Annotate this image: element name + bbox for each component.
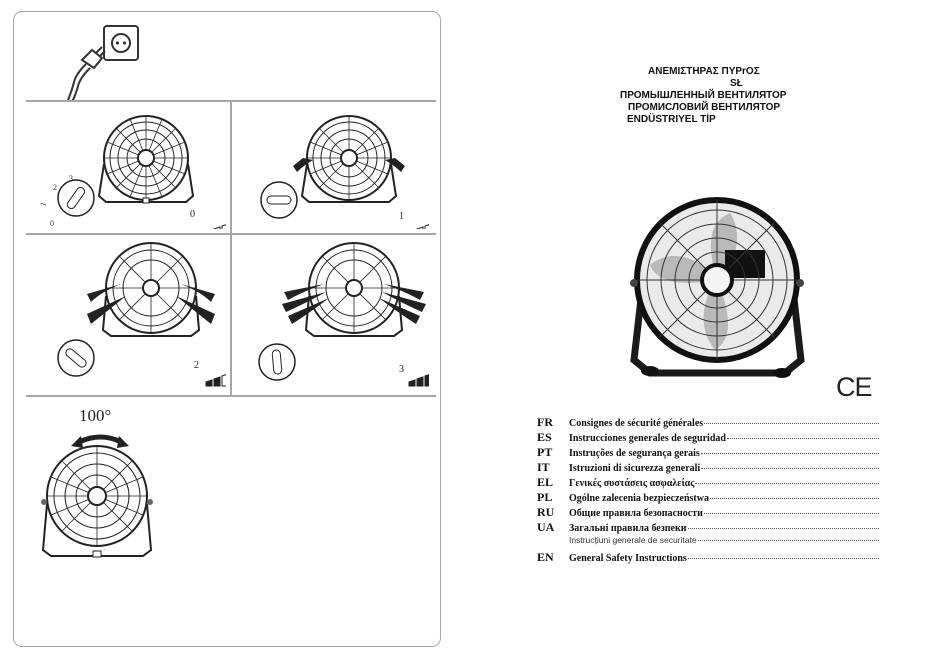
toc-leader bbox=[704, 513, 879, 514]
title-turkish: ENDÜSTRIYEL TİP bbox=[627, 114, 716, 125]
speed-label-3: 3 bbox=[399, 364, 404, 375]
toc-leader bbox=[688, 528, 880, 529]
toc-leader bbox=[704, 423, 879, 424]
toc-code: IT bbox=[537, 460, 550, 474]
toc-code: EL bbox=[537, 475, 554, 489]
speed-bars-icon bbox=[206, 374, 226, 386]
toc-text: Istruzioni di sicurezza generali bbox=[569, 463, 701, 474]
fan-icon bbox=[282, 243, 426, 336]
speed-label-0: 0 bbox=[190, 209, 195, 220]
fan-icon bbox=[87, 243, 215, 336]
toc-text: Γενικές συστάσεις ασφαλείας bbox=[569, 478, 695, 489]
toc-text: Instruções de segurança gerais bbox=[569, 448, 700, 459]
toc-row-pt[interactable] bbox=[537, 445, 879, 460]
toc-code: PT bbox=[537, 445, 553, 459]
fan-icon bbox=[41, 446, 153, 557]
toc-leader bbox=[695, 483, 879, 484]
knob-label-0: 0 bbox=[50, 219, 54, 228]
plug-socket-icon bbox=[62, 22, 142, 102]
toc-row-en[interactable] bbox=[537, 550, 879, 565]
toc-row-es[interactable] bbox=[537, 430, 879, 445]
speed-knob bbox=[58, 180, 94, 216]
knob-label-1: 1 bbox=[38, 200, 49, 208]
speed-bars-icon bbox=[409, 374, 429, 386]
instruction-panel bbox=[13, 11, 441, 647]
toc-leader bbox=[701, 468, 879, 469]
toc-row-ua[interactable] bbox=[537, 520, 879, 535]
fan-icon bbox=[99, 116, 193, 203]
toc-leader bbox=[698, 540, 879, 541]
toc-code: UA bbox=[537, 520, 555, 534]
knob-label-3: 3 bbox=[69, 174, 73, 183]
toc-row-fr[interactable] bbox=[537, 415, 879, 430]
toc-leader bbox=[701, 453, 879, 454]
toc-code: RU bbox=[537, 505, 555, 519]
title-ukrainian: ПРОМИСЛОВИЙ ВЕНТИЛЯТОР bbox=[628, 102, 781, 113]
toc-row-ro[interactable] bbox=[537, 535, 879, 550]
title-russian: ПРОМЫШЛЕННЫЙ ВЕНТИЛЯТОР bbox=[620, 90, 787, 101]
fan-tilt-diagram bbox=[39, 424, 169, 564]
title-polish: SŁ bbox=[730, 78, 743, 89]
toc-text: General Safety Instructions bbox=[569, 553, 687, 564]
toc-text: Загальні правила безпеки bbox=[569, 523, 687, 534]
fan-icon bbox=[293, 116, 405, 202]
toc-row-ru[interactable] bbox=[537, 505, 879, 520]
toc-text: Instrucciones generales de seguridad bbox=[569, 433, 726, 444]
toc-row-it[interactable] bbox=[537, 460, 879, 475]
speed-knob bbox=[58, 340, 94, 376]
toc-text: Consignes de sécurité générales bbox=[569, 418, 704, 429]
speed-knob bbox=[259, 344, 295, 380]
speed-bars-icon bbox=[409, 224, 429, 229]
toc-leader bbox=[727, 438, 879, 439]
toc-text: Ogólne zalecenia bezpieczeństwa bbox=[569, 493, 709, 504]
speed-bars-icon bbox=[206, 224, 226, 229]
toc-code: ES bbox=[537, 430, 552, 444]
toc-text: Общие правила безопасности bbox=[569, 508, 703, 519]
toc-code: EN bbox=[537, 550, 554, 564]
title-greek: ΑΝΕΜΙΣΤΗΡΑΣ ΠΥΡrΟΣ bbox=[648, 66, 760, 77]
ce-mark: CE bbox=[836, 372, 872, 402]
knob-label-2: 2 bbox=[53, 183, 57, 192]
speed-label-2: 2 bbox=[194, 360, 199, 371]
rotation-angle-label: 100° bbox=[79, 406, 112, 425]
toc-leader bbox=[688, 558, 879, 559]
fan-speed-0-diagram bbox=[36, 104, 226, 229]
product-fan-image bbox=[620, 195, 810, 385]
toc-leader bbox=[710, 498, 879, 499]
speed-knob bbox=[261, 182, 297, 218]
toc-row-pl[interactable] bbox=[537, 490, 879, 505]
toc-code: FR bbox=[537, 415, 553, 429]
toc-code: PL bbox=[537, 490, 553, 504]
speed-label-1: 1 bbox=[399, 211, 404, 222]
toc-text: Instrucțiuni generale de securitate bbox=[569, 535, 697, 545]
toc-row-el[interactable] bbox=[537, 475, 879, 490]
